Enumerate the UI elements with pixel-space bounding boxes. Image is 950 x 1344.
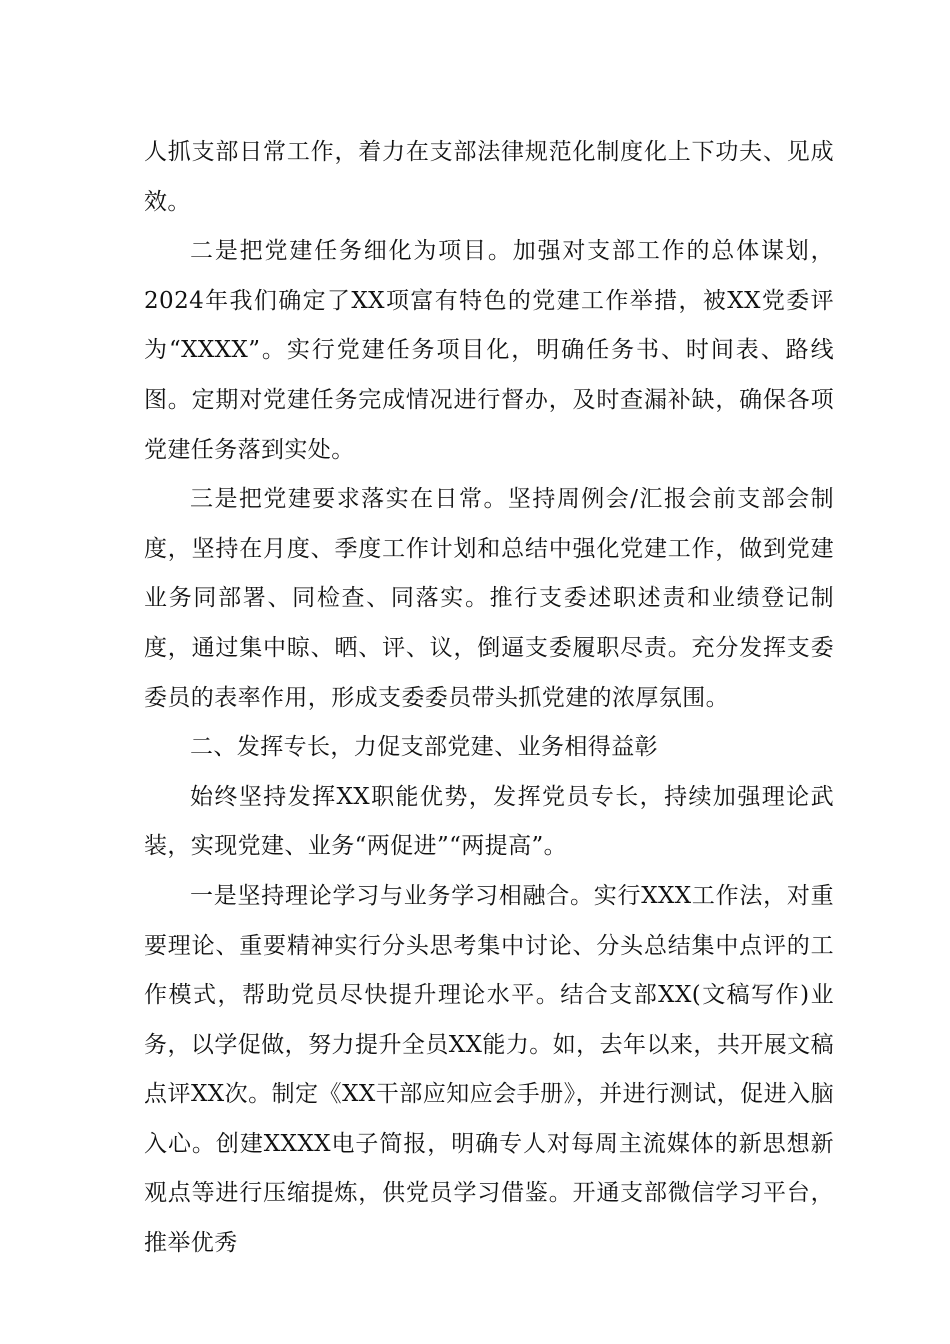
paragraph-section-intro: 始终坚持发挥XX职能优势，发挥党员专长，持续加强理论武装，实现党建、业务“两促进”“两提高”。 bbox=[144, 783, 834, 860]
paragraph-daily-implementation: 三是把党建要求落实在日常。坚持周例会/汇报会前支部会制度，坚持在月度、季度工作计划和总结中强化党建工作，做到党建业务同部署、同检查、同落实。推行支委述职述责和业绩登记制度，通过集中晾、晒、评、议，倒逼支委履职尽责。充分发挥支委委员的表率作用，形成支委委员带头抓党建的浓厚氛围。 bbox=[144, 486, 834, 711]
paragraph-project-tasks: 二是把党建任务细化为项目。加强对支部工作的总体谋划，2024年我们确定了XX项富有特色的党建工作举措，被XX党委评为“XXXX”。实行党建任务项目化，明确任务书、时间表、路线图。定期对党建任务完成情况进行督办，及时查漏补缺，确保各项党建任务落到实处。 bbox=[144, 238, 834, 463]
paragraph-continuation: 人抓支部日常工作，着力在支部法律规范化制度化上下功夫、见成效。 bbox=[144, 139, 834, 215]
paragraph-theory-learning: 一是坚持理论学习与业务学习相融合。实行XXX工作法，对重要理论、重要精神实行分头思考集中讨论、分头总结集中点评的工作模式，帮助党员尽快提升理论水平。结合支部XX(文稿写作)业务，以学促做，努力提升全员XX能力。如，去年以来，共开展文稿点评XX次。制定《XX干部应知应会手册》，并进行测试，促进入脑入心。创建XXXX电子简报，明确专人对每周主流媒体的新思想新观点等进行压缩提炼，供党员学习借鉴。开通支部微信学习平台，推举优秀 bbox=[144, 882, 834, 1257]
section-heading: 二、发挥专长，力促支部党建、业务相得益彰 bbox=[190, 734, 658, 761]
document-body bbox=[144, 128, 834, 1269]
